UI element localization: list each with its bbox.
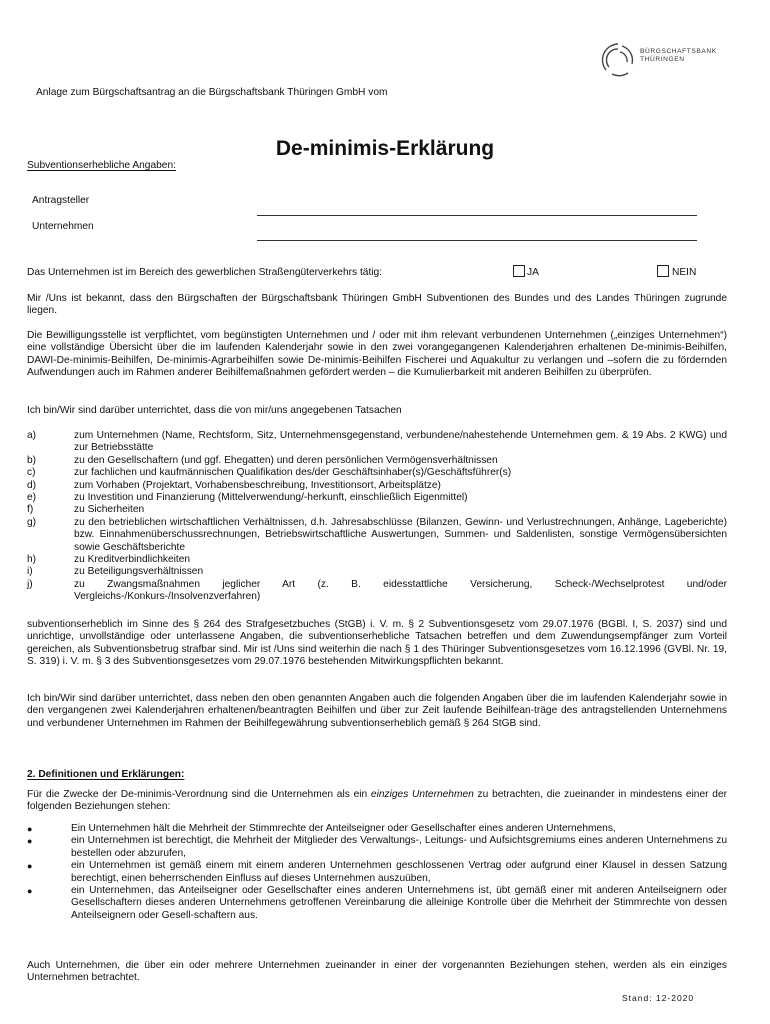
no-label: NEIN bbox=[672, 267, 697, 278]
subsection-heading bbox=[27, 160, 176, 172]
list-item: g) zu den betrieblichen wirtschaftlichen Verhältnissen, d.h. Jahresabschlüsse (Bilanzen, Gewinn- und Verlustrechnungen, Anhänge, Lageberichte) bzw. Einnahmenüberschussrechnungen, Betriebswirtschaftliche Auswertungen, Summen- und Saldenlisten, sonstige Vermögensübersichten sowie Geschäftsberichte bbox=[27, 516, 727, 553]
paragraph-subsidy-relevance: subventionserheblich im Sinne des § 264 des Strafgesetzbuches (StGB) i. V. m. § 2 Subventionsgesetz vom 29.07.1976 (BGBl. I, S. 2037) sind und unrichtige, unvollständige oder unterlassene Angaben, die subventionserhebliche Tatsachen betreffen und dem Zuwendungsempfänger zum Vorteil gereichen, als Subventionsbetrug strafbar sind. Mir ist /Uns sind weiterhin die nach § 1 des Thüringer Subventionsgesetzes vom 16.12.1996 (GVBl. Nr. 19, S. 319) i. V. m. § 3 des Subventionsgesetzes vom 29.07.1976 bestehenden Mitwirkungspflichten bekannt. bbox=[27, 619, 727, 668]
section-2-heading-label: 2. Definitionen und Erklärungen: bbox=[27, 769, 185, 780]
logo-line-1: BÜRGSCHAFTSBANK bbox=[640, 48, 717, 55]
section-2-heading bbox=[27, 769, 184, 781]
header-line: Anlage zum Bürgschaftsantrag an die Bürgschaftsbank Thüringen GmbH vom bbox=[36, 87, 388, 98]
yes-checkbox[interactable] bbox=[513, 265, 525, 277]
bullet-icon: ● bbox=[27, 861, 33, 872]
footer-date: Stand: 12-2020 bbox=[622, 993, 695, 1003]
list-item: d) zum Vorhaben (Projektart, Vorhabensbeschreibung, Investitionsort, Arbeitsplätze) bbox=[27, 479, 441, 491]
list-item: j) zu Zwangsmaßnahmen jeglicher Art (z. B. eidesstattliche Versicherung, Scheck-/Wechselprotest und/oder Vergleichs-/Konkurs-/Insolvenzverfahren) bbox=[27, 578, 727, 603]
paragraph-knowledge: Mir /Uns ist bekannt, dass den Bürgschaften der Bürgschaftsbank Thüringen GmbH Subventionen des Bundes und des Landes Thüringen zugrunde liegen. bbox=[27, 293, 727, 317]
paragraph-facts-intro: Ich bin/Wir sind darüber unterrichtet, dass die von mir/uns angegebenen Tatsachen bbox=[27, 405, 402, 416]
yes-label: JA bbox=[527, 267, 539, 278]
list-item: a) zum Unternehmen (Name, Rechtsform, Sitz, Unternehmensgegenstand, verbundene/nahestehende Unternehmen gem. & 19 Abs. 2 KWG) und zur Betriebsstätte bbox=[27, 430, 727, 454]
list-item: e) zu Investition und Finanzierung (Mittelverwendung/-herkunft, einschließlich Eigenmittel) bbox=[27, 492, 468, 504]
list-item: f) zu Sicherheiten bbox=[27, 504, 145, 516]
list-item: c) zur fachlichen und kaufmännischen Qualifikation des/der Geschäftsinhaber(s)/Geschäftsführer(s) bbox=[27, 467, 512, 479]
company-label: Unternehmen bbox=[32, 221, 94, 232]
applicant-label: Antragsteller bbox=[32, 195, 90, 206]
subsection-label: Subventionserhebliche Angaben: bbox=[27, 160, 176, 171]
logo-line-2: THÜRINGEN bbox=[640, 56, 685, 63]
list-item: ● ein Unternehmen, das Anteilseigner oder Gesellschafter eines anderen Unternehmens ist, übt gemäß einer mit anderen Anteilseignern oder Gesellschaftern dieses anderen Unternehmens getroffenen Vereinbarung die alleinige Kontrolle über die Mehrheit der Stimmrechte von dessen Anteilseignern oder Gesell-schaftern aus. bbox=[27, 885, 727, 921]
road-freight-question: Das Unternehmen ist im Bereich des gewerblichen Straßengüterverkehrs tätig: bbox=[27, 267, 383, 278]
list-item: i) zu Beteiligungsverhältnissen bbox=[27, 566, 204, 578]
section-2-intro: Für die Zwecke der De-minimis-Verordnung sind die Unternehmen als ein einziges Unternehmen zu betrachten, die zueinander in mindestens einer der folgenden Beziehungen stehen: bbox=[27, 789, 728, 813]
list-item: ● Ein Unternehmen hält die Mehrheit der Stimmrechte der Anteilseigner oder Gesellschafter eines anderen Unternehmens, bbox=[27, 823, 616, 834]
buergschaftsbank-logo bbox=[598, 40, 733, 80]
list-item: b) zu den Gesellschaftern (und ggf. Ehegatten) und deren persönlichen Vermögensverhältnissen bbox=[27, 454, 498, 466]
paragraph-authority: Die Bewilligungsstelle ist verpflichtet, vom begünstigten Unternehmen und / oder mit ihm relevant verbundenen Unternehmen („einziges Unternehmen“) eine vollständige Übersicht über die im laufenden Kalenderjahr sowie in den zwei vorangegangenen Kalenderjahren erhaltenen De-minimis-Beihilfen, DAWI-De-minimis-Beihilfen, De-minimis-Agrarbeihilfen sowie De-minimis-Beihilfen Fischerei und Aquakultur zu verlangen und –sofern die zu fördernden Aufwendungen auch im Rahmen anderer Beihilfemaßnahmen gefördert werden – die Kumulierbarkeit mit anderen Beihilfen zu überprüfen. bbox=[27, 330, 727, 379]
closing-paragraph: Auch Unternehmen, die über ein oder mehrere Unternehmen zueinander in einer der vorgenannten Beziehungen stehen, werden als ein einziges Unternehmen betrachtet. bbox=[27, 960, 727, 984]
list-item: ● ein Unternehmen ist berechtigt, die Mehrheit der Mitglieder des Verwaltungs-, Leitungs- und Aufsichtsgremiums eines anderen Unternehmens zu bestellen oder abzurufen, bbox=[27, 835, 727, 859]
list-item: ● ein Unternehmen ist gemäß einem mit einem anderen Unternehmen geschlossenen Vertrag oder aufgrund einer Klausel in dessen Satzung berechtigt, einen beherrschenden Einfluss auf dieses Unternehmen auszuüben, bbox=[27, 860, 727, 884]
bullet-icon: ● bbox=[27, 886, 33, 897]
bullet-icon: ● bbox=[27, 824, 33, 834]
relationship-bullets bbox=[27, 823, 727, 922]
page-title: De-minimis-Erklärung bbox=[275, 137, 495, 160]
company-field[interactable] bbox=[257, 240, 697, 241]
bullet-icon: ● bbox=[27, 836, 33, 847]
applicant-field[interactable] bbox=[257, 215, 697, 216]
list-item: h) zu Kreditverbindlichkeiten bbox=[27, 554, 191, 566]
paragraph-aid-details: Ich bin/Wir sind darüber unterrichtet, dass neben den oben genannten Angaben auch die folgenden Angaben über die im laufenden Kalenderjahr sowie in den vergangenen zwei Kalenderjahren erhaltenen/beantragten Beihilfen und über zur Zeit laufende Beihilfean-träge des antragstellenden Unternehmens und verbundener Unternehmen im Rahmen der Beihilfegewährung subventionserheblich gemäß § 264 StGB sind. bbox=[27, 693, 727, 729]
logo-text bbox=[640, 48, 717, 64]
no-checkbox[interactable] bbox=[657, 265, 669, 277]
emphasis-single-undertaking: einziges Unternehmen bbox=[370, 789, 474, 800]
logo-arc-icon bbox=[598, 40, 638, 80]
facts-list bbox=[27, 430, 727, 604]
